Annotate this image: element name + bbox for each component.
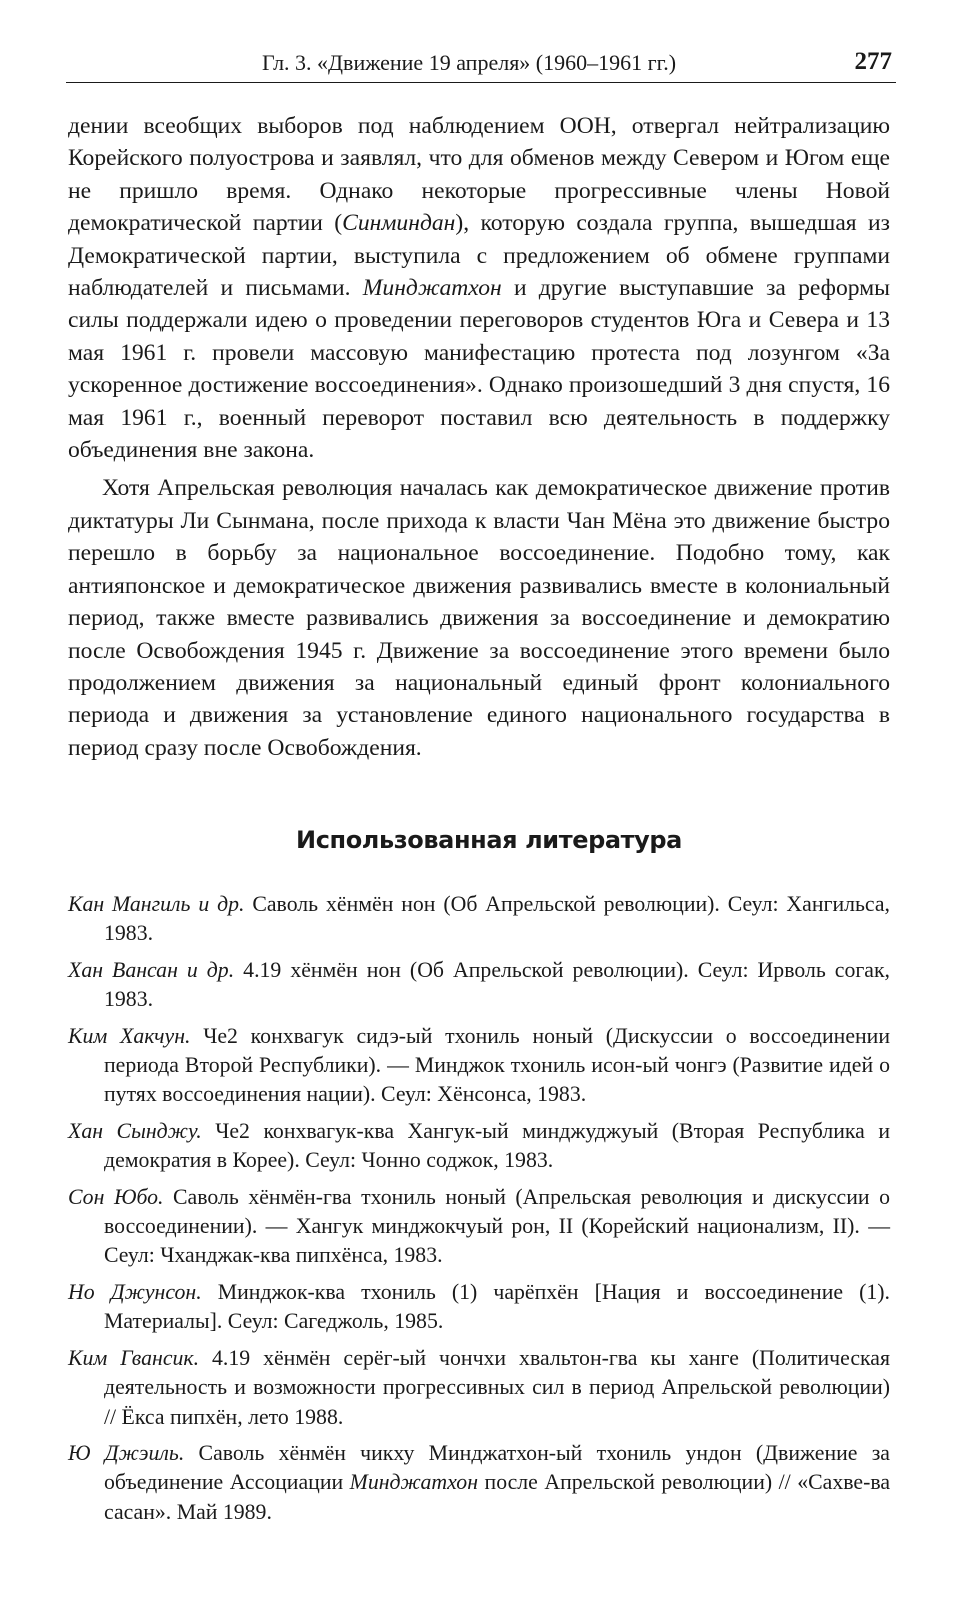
paragraph-1-part-3: и другие выступавшие за реформы силы поддержали идею о проведении переговоров студентов Юга и Севера и 13 мая 1961 г. провели массовую манифестацию протеста под лозунгом «За ускоренное достижение воссоединения». Однако произошедший 3 дня спустя, 16 мая 1961 г., военный переворот поставил всю деятельность в поддержку объединения вне закона.	[68, 275, 890, 464]
reference-author: Кан Мангиль и др.	[68, 892, 245, 916]
reference-text: Саволь хёнмён нон (Об Апрельской революции). Сеул: Хангильса, 1983.	[104, 892, 890, 946]
reference-text: 4.19 хёнмён нон (Об Апрельской революции). Сеул: Ирволь согак, 1983.	[104, 957, 890, 1012]
reference-author: Ким Гвансик.	[68, 1345, 200, 1370]
reference-text: Саволь хёнмён-гва тхониль ноный (Апрельская революция и дискуссии о воссоединении). — Хангук минджокчуый рон, II (Корейский национализм, II). — Сеул: Чханджак-ква пипхёнса, 1983.	[104, 1184, 890, 1268]
reference-author: Хан Сынджу.	[68, 1118, 202, 1143]
paragraph-1-part-1: дении всеобщих выборов под наблюдением ООН, отвергал нейтрализацию Корейского полуострова и заявлял, что для обменов между Севером и Югом еще не пришло время. Однако некоторые прогрессивные члены Новой демократической партии (	[68, 113, 890, 237]
reference-text: Че2 конхвагук сидэ-ый тхониль ноный (Дискуссии о воссоединении периода Второй Республики). — Минджок тхониль исон-ый чонгэ (Развитие идей о путях воссоединения нации). Сеул: Хёнсонса, 1983.	[104, 1023, 890, 1107]
paragraph-1	[68, 110, 890, 466]
references-heading: Использованная литература	[296, 826, 682, 854]
reference-item	[68, 956, 890, 1015]
reference-author: Хан Вансан и др.	[68, 957, 235, 982]
reference-text: Минджок-ква тхониль (1) чарёпхён [Нация и воссоединение (1). Материалы]. Сеул: Сагеджоль, 1985.	[104, 1279, 890, 1334]
reference-item	[68, 890, 890, 949]
reference-italic-term: Минджатхон	[349, 1470, 479, 1495]
running-title: Гл. 3. «Движение 19 апреля» (1960–1961 гг.)	[262, 50, 677, 75]
reference-text: Че2 конхвагук-ква Хангук-ый минджуджуый (Вторая Республика и демократия в Корее). Сеул: Чонно соджок, 1983.	[104, 1118, 891, 1173]
reference-item	[68, 1344, 890, 1432]
reference-text: Саволь хёнмён чикху Минджатхон-ый тхониль ундон (Движение за объединение Ассоциации	[104, 1440, 890, 1495]
reference-author: Ким Хакчун.	[68, 1023, 191, 1048]
reference-item	[68, 1183, 890, 1271]
running-header	[66, 46, 896, 83]
reference-item	[68, 1022, 890, 1110]
reference-author: Сон Юбо.	[68, 1184, 164, 1209]
organization-name-italic: Минджатхон	[362, 275, 502, 302]
references-list	[68, 890, 890, 1534]
reference-text-after: после Апрельской революции) // «Сахве-ва сасан». Май 1989.	[104, 1470, 891, 1524]
reference-text: 4.19 хёнмён серёг-ый чончхи хвальтон-гва кы ханге (Политическая деятельность и возможности прогрессивных сил в период Апрельской революции) // Ёкса пипхён, лето 1988.	[104, 1345, 890, 1429]
paragraph-1-part-2: ), которую создала группа, вышедшая из Демократической партии, выступила с предложением об обмене группами наблюдателей и письмами.	[68, 210, 890, 302]
reference-author: Но Джунсон.	[68, 1279, 202, 1304]
reference-item	[68, 1278, 890, 1337]
paragraph-2: Хотя Апрельская революция началась как демократическое движение против диктатуры Ли Сынмана, после прихода к власти Чан Мёна это движение быстро перешло в борьбу за национальное воссоединение. Подобно тому, как антияпонское и демократическое движения развивались вместе в колониальный период, также вместе развивались движения за воссоединение и демократию после Освобождения 1945 г. Движение за воссоединение этого времени было продолжением движения за национальный единый фронт колониального периода и движения за установление единого национального государства в период сразу после Освобождения.	[68, 475, 890, 761]
main-text	[68, 110, 890, 764]
reference-item	[68, 1439, 890, 1527]
reference-item	[68, 1117, 890, 1176]
page-number: 277	[854, 48, 892, 75]
party-name-italic: Синминдан	[342, 210, 456, 237]
reference-author: Ю Джэиль.	[68, 1440, 185, 1465]
